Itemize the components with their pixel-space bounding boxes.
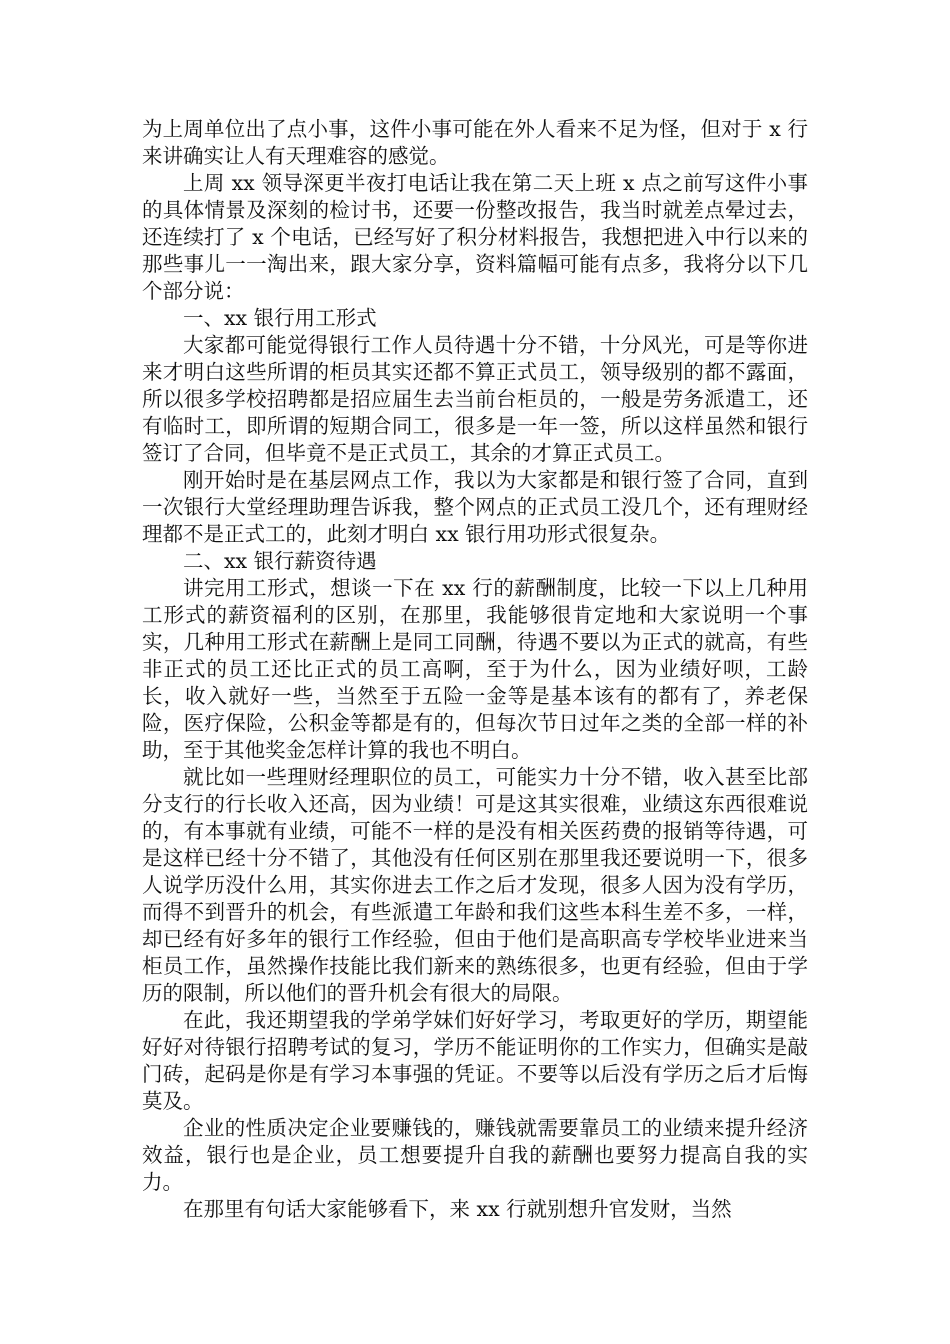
section-heading: 一、xx 银行用工形式 xyxy=(183,306,377,330)
paragraph: 在此，我还期望我的学弟学妹们好好学习，考取更好的学历，期望能好好对待银行招聘考试的复习，学历不能证明你的工作实力，但确实是敲门砖，起码是你是有学习本事强的凭证。不要等以后没有学历之后才后悔莫及。 xyxy=(142,1008,808,1113)
paragraph: 讲完用工形式，想谈一下在 xx 行的薪酬制度，比较一下以上几种用工形式的薪资福利的区别，在那里，我能够很肯定地和大家说明一个事实，几种用工形式在薪酬上是同工同酬，待遇不要以为正式的就高，有些非正式的员工还比正式的员工高啊，至于为什么，因为业绩好呗，工龄长，收入就好一些，当然至于五险一金等是基本该有的都有了，养老保险，医疗保险，公积金等都是有的，但每次节日过年之类的全部一样的补助，至于其他奖金怎样计算的我也不明白。 xyxy=(142,576,808,762)
paragraph: 大家都可能觉得银行工作人员待遇十分不错，十分风光，可是等你进来才明白这些所谓的柜员其实还都不算正式员工，领导级别的都不露面，所以很多学校招聘都是招应届生去当前台柜员的，一般是劳务派遣工，还有临时工，即所谓的短期合同工，很多是一年一签，所以这样虽然和银行签订了合同，但毕竟不是正式员工，其余的才算正式员工。 xyxy=(142,333,808,465)
document-body xyxy=(142,116,808,1223)
paragraph: 在那里有句话大家能够看下，来 xx 行就别想升官发财，当然 xyxy=(183,1197,732,1221)
paragraph: 为上周单位出了点小事，这件小事可能在外人看来不足为怪，但对于 x 行来讲确实让人有天理难容的感觉。 xyxy=(142,117,808,168)
paragraph: 企业的性质决定企业要赚钱的，赚钱就需要靠员工的业绩来提升经济效益，银行也是企业，员工想要提升自我的薪酬也要努力提高自我的实力。 xyxy=(142,1116,808,1194)
paragraph: 刚开始时是在基层网点工作，我以为大家都是和银行签了合同，直到一次银行大堂经理助理告诉我，整个网点的正式员工没几个，还有理财经理都不是正式工的，此刻才明白 xx 银行用功形式很复杂。 xyxy=(142,468,808,546)
paragraph: 上周 xx 领导深更半夜打电话让我在第二天上班 x 点之前写这件小事的具体情景及深刻的检讨书，还要一份整改报告，我当时就差点晕过去，还连续打了 x 个电话，已经写好了积分材料报告，我想把进入中行以来的那些事儿一一淘出来，跟大家分享，资料篇幅可能有点多，我将分以下几个部分说： xyxy=(142,171,808,303)
paragraph: 就比如一些理财经理职位的员工，可能实力十分不错，收入甚至比部分支行的行长收入还高，因为业绩！可是这其实很难，业绩这东西很难说的，有本事就有业绩，可能不一样的是没有相关医药费的报销等待遇，可是这样已经十分不错了，其他没有任何区别在那里我还要说明一下，很多人说学历没什么用，其实你进去工作之后才发现，很多人因为没有学历，而得不到晋升的机会，有些派遣工年龄和我们这些本科生差不多，一样，却已经有好多年的银行工作经验，但由于他们是高职高专学校毕业进来当柜员工作，虽然操作技能比我们新来的熟练很多，也更有经验，但由于学历的限制，所以他们的晋升机会有很大的局限。 xyxy=(142,765,808,1005)
section-heading: 二、xx 银行薪资待遇 xyxy=(183,549,377,573)
